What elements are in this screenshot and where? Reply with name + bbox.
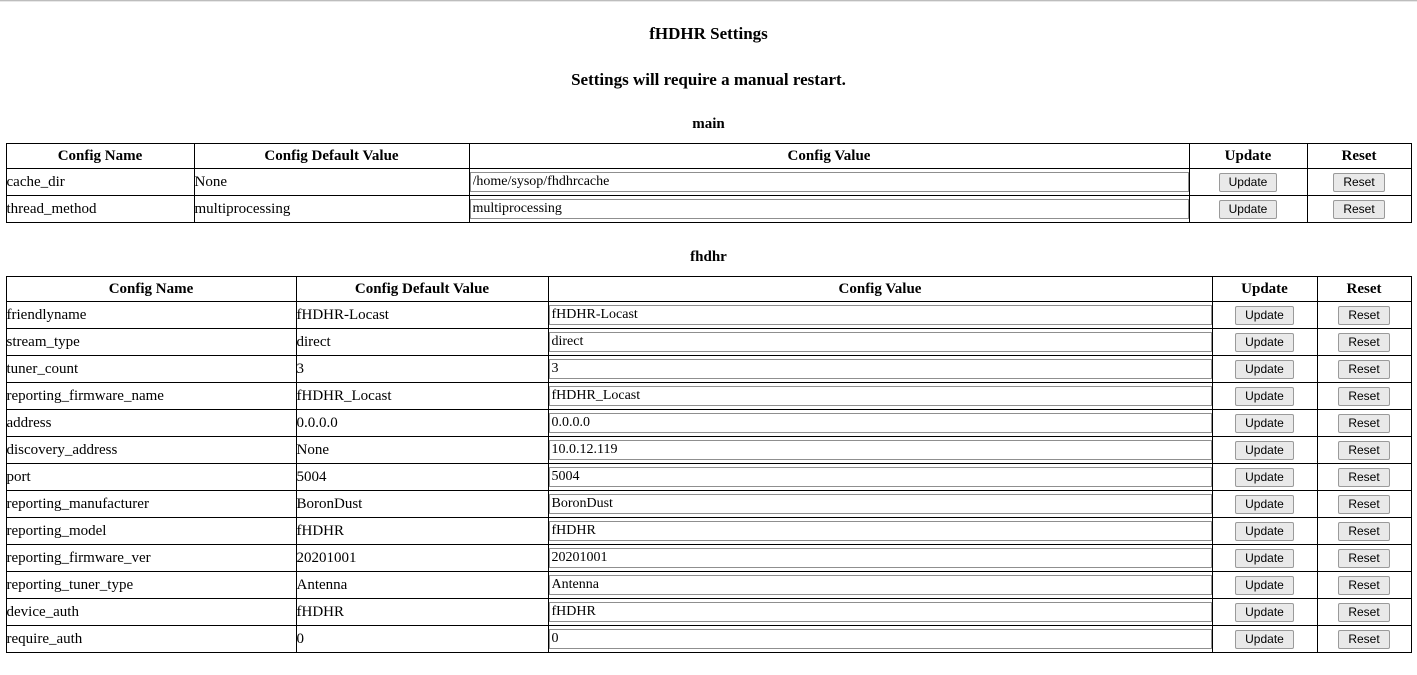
table-row [6, 626, 1411, 653]
update-cell [1212, 383, 1317, 410]
config-value-input[interactable] [549, 386, 1212, 406]
reset-cell [1317, 518, 1411, 545]
settings-sections [0, 116, 1417, 653]
config-name-cell: thread_method [6, 196, 194, 223]
config-value-input[interactable] [549, 548, 1212, 568]
update-button[interactable]: Update [1235, 387, 1294, 406]
table-row [6, 491, 1411, 518]
config-name-cell: address [6, 410, 296, 437]
section-heading: fhdhr [690, 249, 727, 265]
config-value-input[interactable] [549, 494, 1212, 514]
update-button[interactable]: Update [1235, 333, 1294, 352]
config-value-cell [548, 410, 1212, 437]
config-default-cell: fHDHR [296, 599, 548, 626]
config-default-cell: fHDHR-Locast [296, 302, 548, 329]
update-button[interactable]: Update [1219, 200, 1278, 219]
reset-button[interactable]: Reset [1333, 200, 1384, 219]
reset-cell [1317, 410, 1411, 437]
column-header-reset: Reset [1317, 277, 1411, 302]
config-default-cell: 5004 [296, 464, 548, 491]
update-button[interactable]: Update [1235, 441, 1294, 460]
config-name-cell: reporting_firmware_ver [6, 545, 296, 572]
config-value-cell [548, 464, 1212, 491]
reset-cell [1317, 599, 1411, 626]
column-header-config-default: Config Default Value [194, 144, 469, 169]
reset-cell [1317, 329, 1411, 356]
update-button[interactable]: Update [1235, 468, 1294, 487]
page-subtitle: Settings will require a manual restart. [571, 70, 846, 89]
column-header-config-value: Config Value [469, 144, 1189, 169]
config-value-input[interactable] [549, 467, 1212, 487]
update-cell [1212, 329, 1317, 356]
update-cell [1212, 356, 1317, 383]
update-button[interactable]: Update [1235, 549, 1294, 568]
config-value-cell [548, 383, 1212, 410]
config-value-input[interactable] [549, 440, 1212, 460]
reset-button[interactable]: Reset [1338, 603, 1389, 622]
config-value-cell [469, 196, 1189, 223]
config-value-cell [548, 302, 1212, 329]
table-row [6, 518, 1411, 545]
config-default-cell: 20201001 [296, 545, 548, 572]
config-value-cell [548, 599, 1212, 626]
config-default-cell: Antenna [296, 572, 548, 599]
reset-button[interactable]: Reset [1338, 360, 1389, 379]
update-cell [1212, 437, 1317, 464]
reset-button[interactable]: Reset [1338, 630, 1389, 649]
config-value-cell [469, 169, 1189, 196]
config-name-cell: friendlyname [6, 302, 296, 329]
table-header-row [6, 277, 1411, 302]
reset-button[interactable]: Reset [1338, 495, 1389, 514]
reset-button[interactable]: Reset [1338, 441, 1389, 460]
config-default-cell: 0.0.0.0 [296, 410, 548, 437]
config-value-cell [548, 329, 1212, 356]
update-button[interactable]: Update [1235, 306, 1294, 325]
config-value-input[interactable] [470, 172, 1189, 192]
table-header-row [6, 144, 1411, 169]
config-value-input[interactable] [549, 575, 1212, 595]
update-cell [1212, 410, 1317, 437]
window-top-divider [0, 0, 1417, 2]
config-name-cell: tuner_count [6, 356, 296, 383]
table-row [6, 302, 1411, 329]
reset-button[interactable]: Reset [1338, 576, 1389, 595]
reset-cell [1317, 491, 1411, 518]
table-row [6, 196, 1411, 223]
config-default-cell: 0 [296, 626, 548, 653]
config-value-input[interactable] [549, 305, 1212, 325]
config-name-cell: reporting_firmware_name [6, 383, 296, 410]
table-row [6, 545, 1411, 572]
update-button[interactable]: Update [1235, 630, 1294, 649]
reset-cell [1317, 302, 1411, 329]
update-button[interactable]: Update [1235, 576, 1294, 595]
config-value-cell [548, 545, 1212, 572]
config-value-input[interactable] [549, 629, 1212, 649]
reset-button[interactable]: Reset [1338, 387, 1389, 406]
config-default-cell: fHDHR [296, 518, 548, 545]
table-row [6, 464, 1411, 491]
config-value-input[interactable] [470, 199, 1189, 219]
config-value-cell [548, 626, 1212, 653]
reset-button[interactable]: Reset [1333, 173, 1384, 192]
config-name-cell: stream_type [6, 329, 296, 356]
config-name-cell: reporting_model [6, 518, 296, 545]
config-default-cell: BoronDust [296, 491, 548, 518]
reset-button[interactable]: Reset [1338, 549, 1389, 568]
config-value-input[interactable] [549, 602, 1212, 622]
config-name-cell: device_auth [6, 599, 296, 626]
config-name-cell: port [6, 464, 296, 491]
config-default-cell: fHDHR_Locast [296, 383, 548, 410]
column-header-update: Update [1212, 277, 1317, 302]
update-cell [1212, 626, 1317, 653]
table-row [6, 329, 1411, 356]
config-value-input[interactable] [549, 359, 1212, 379]
table-row [6, 437, 1411, 464]
reset-cell [1317, 545, 1411, 572]
table-row [6, 599, 1411, 626]
config-value-cell [548, 572, 1212, 599]
settings-page [0, 24, 1417, 653]
update-cell [1189, 196, 1307, 223]
update-cell [1189, 169, 1307, 196]
config-value-cell [548, 356, 1212, 383]
reset-button[interactable]: Reset [1338, 333, 1389, 352]
config-name-cell: cache_dir [6, 169, 194, 196]
config-value-cell [548, 437, 1212, 464]
column-header-config-name: Config Name [6, 277, 296, 302]
config-default-cell: multiprocessing [194, 196, 469, 223]
reset-cell [1317, 356, 1411, 383]
table-row [6, 169, 1411, 196]
reset-cell [1317, 383, 1411, 410]
table-row [6, 572, 1411, 599]
config-value-input[interactable] [549, 521, 1212, 541]
update-cell [1212, 464, 1317, 491]
update-cell [1212, 599, 1317, 626]
config-value-input[interactable] [549, 413, 1212, 433]
settings-table [6, 276, 1412, 653]
reset-cell [1317, 464, 1411, 491]
column-header-config-default: Config Default Value [296, 277, 548, 302]
update-cell [1212, 545, 1317, 572]
reset-cell [1317, 626, 1411, 653]
reset-button[interactable]: Reset [1338, 522, 1389, 541]
reset-cell [1317, 437, 1411, 464]
table-row [6, 356, 1411, 383]
config-value-cell [548, 518, 1212, 545]
reset-cell [1307, 196, 1411, 223]
update-cell [1212, 302, 1317, 329]
page-title: fHDHR Settings [649, 24, 768, 43]
update-button[interactable]: Update [1235, 360, 1294, 379]
update-button[interactable]: Update [1219, 173, 1278, 192]
update-cell [1212, 518, 1317, 545]
settings-table [6, 143, 1412, 223]
config-name-cell: reporting_tuner_type [6, 572, 296, 599]
update-button[interactable]: Update [1235, 414, 1294, 433]
section-heading: main [692, 116, 725, 132]
config-default-cell: None [296, 437, 548, 464]
update-cell [1212, 572, 1317, 599]
update-button[interactable]: Update [1235, 495, 1294, 514]
config-default-cell: 3 [296, 356, 548, 383]
reset-button[interactable]: Reset [1338, 414, 1389, 433]
table-row [6, 383, 1411, 410]
config-name-cell: reporting_manufacturer [6, 491, 296, 518]
update-cell [1212, 491, 1317, 518]
reset-cell [1317, 572, 1411, 599]
config-default-cell: None [194, 169, 469, 196]
update-button[interactable]: Update [1235, 522, 1294, 541]
reset-button[interactable]: Reset [1338, 306, 1389, 325]
config-name-cell: discovery_address [6, 437, 296, 464]
update-button[interactable]: Update [1235, 603, 1294, 622]
reset-button[interactable]: Reset [1338, 468, 1389, 487]
column-header-config-name: Config Name [6, 144, 194, 169]
column-header-config-value: Config Value [548, 277, 1212, 302]
column-header-reset: Reset [1307, 144, 1411, 169]
config-name-cell: require_auth [6, 626, 296, 653]
reset-cell [1307, 169, 1411, 196]
column-header-update: Update [1189, 144, 1307, 169]
config-default-cell: direct [296, 329, 548, 356]
config-value-input[interactable] [549, 332, 1212, 352]
config-value-cell [548, 491, 1212, 518]
table-row [6, 410, 1411, 437]
